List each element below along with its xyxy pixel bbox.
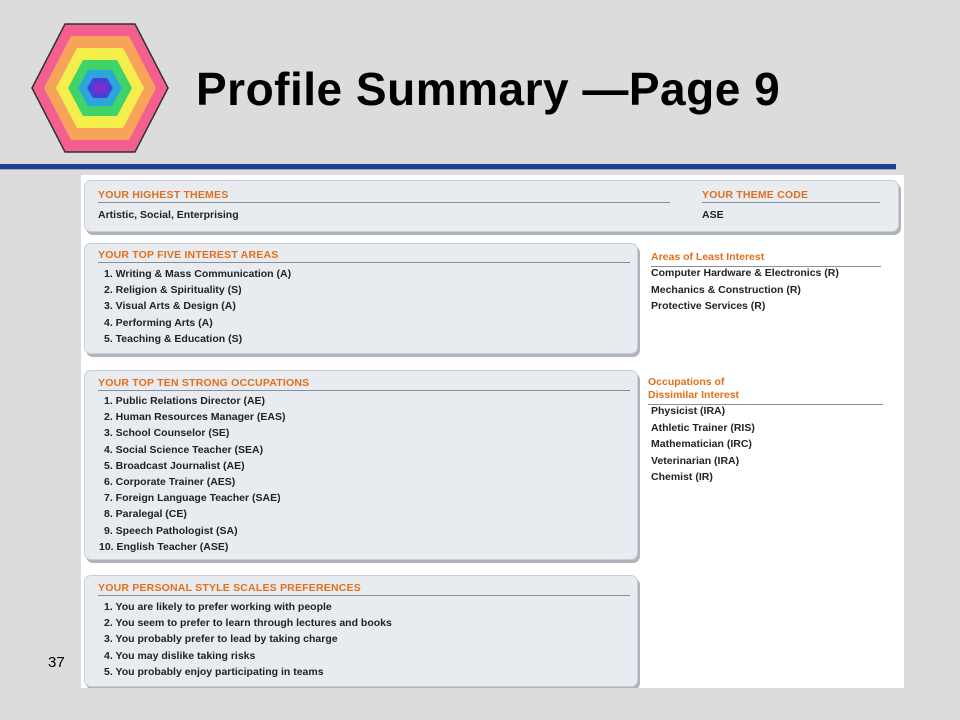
highest-themes-header: YOUR HIGHEST THEMES <box>98 189 670 203</box>
list-item: 3. School Counselor (SE) <box>104 427 230 440</box>
highest-themes-value: Artistic, Social, Enterprising <box>98 209 239 221</box>
theme-code-header: YOUR THEME CODE <box>702 189 880 203</box>
dissimilar-header-line2: Dissimilar Interest <box>648 389 740 401</box>
interest-areas-box <box>84 243 638 354</box>
list-item: Computer Hardware & Electronics (R) <box>651 267 839 279</box>
list-item: Mathematician (IRC) <box>651 438 752 450</box>
hexagon-rainbow-icon <box>30 22 170 154</box>
least-interest-header: Areas of Least Interest <box>651 251 881 267</box>
dissimilar-list <box>651 403 755 486</box>
list-item: Athletic Trainer (RIS) <box>651 421 755 434</box>
style-scales-list <box>104 599 392 680</box>
list-item: 6. Corporate Trainer (AES) <box>104 476 236 489</box>
dissimilar-header-line1: Occupations of <box>648 376 725 388</box>
list-item: 4. You may dislike taking risks <box>104 649 256 662</box>
occupations-list <box>99 393 285 555</box>
list-item: 9. Speech Pathologist (SA) <box>104 524 238 537</box>
list-item: 1. Public Relations Director (AE) <box>104 395 266 407</box>
style-scales-header: YOUR PERSONAL STYLE SCALES PREFERENCES <box>98 582 630 596</box>
occupations-header: YOUR TOP TEN STRONG OCCUPATIONS <box>98 377 630 391</box>
slide-number: 37 <box>48 654 65 671</box>
least-interest-list <box>651 265 839 315</box>
list-item: 5. Broadcast Journalist (AE) <box>104 459 245 472</box>
list-item: Protective Services (R) <box>651 300 766 312</box>
list-item: 10. English Teacher (ASE) <box>99 540 229 553</box>
style-scales-box <box>84 575 638 687</box>
list-item: 2. Religion & Spirituality (S) <box>104 284 242 297</box>
title-divider-thin <box>0 169 896 170</box>
list-item: 3. Visual Arts & Design (A) <box>104 300 236 313</box>
list-item: 4. Social Science Teacher (SEA) <box>104 443 264 456</box>
list-item: 4. Performing Arts (A) <box>104 316 213 329</box>
interest-areas-list <box>104 266 291 347</box>
interest-areas-header: YOUR TOP FIVE INTEREST AREAS <box>98 249 630 263</box>
dissimilar-header <box>648 376 883 405</box>
list-item: 2. You seem to prefer to learn through lectures and books <box>104 617 392 630</box>
list-item: 1. Writing & Mass Communication (A) <box>104 268 292 280</box>
list-item: Veterinarian (IRA) <box>651 454 740 467</box>
list-item: Mechanics & Construction (R) <box>651 283 801 296</box>
profile-document <box>81 175 904 688</box>
theme-code-value: ASE <box>702 209 724 221</box>
list-item: Physicist (IRA) <box>651 405 726 417</box>
list-item: 5. You probably enjoy participating in teams <box>104 665 324 678</box>
list-item: 3. You probably prefer to lead by taking charge <box>104 633 338 646</box>
page-title: Profile Summary —Page 9 <box>196 63 781 115</box>
list-item: 5. Teaching & Education (S) <box>104 332 243 345</box>
list-item: 2. Human Resources Manager (EAS) <box>104 411 286 424</box>
list-item: 7. Foreign Language Teacher (SAE) <box>104 492 281 505</box>
list-item: 1. You are likely to prefer working with people <box>104 601 332 613</box>
list-item: Chemist (IR) <box>651 471 713 483</box>
occupations-box <box>84 370 638 560</box>
list-item: 8. Paralegal (CE) <box>104 508 187 521</box>
highest-themes-box <box>84 180 899 232</box>
